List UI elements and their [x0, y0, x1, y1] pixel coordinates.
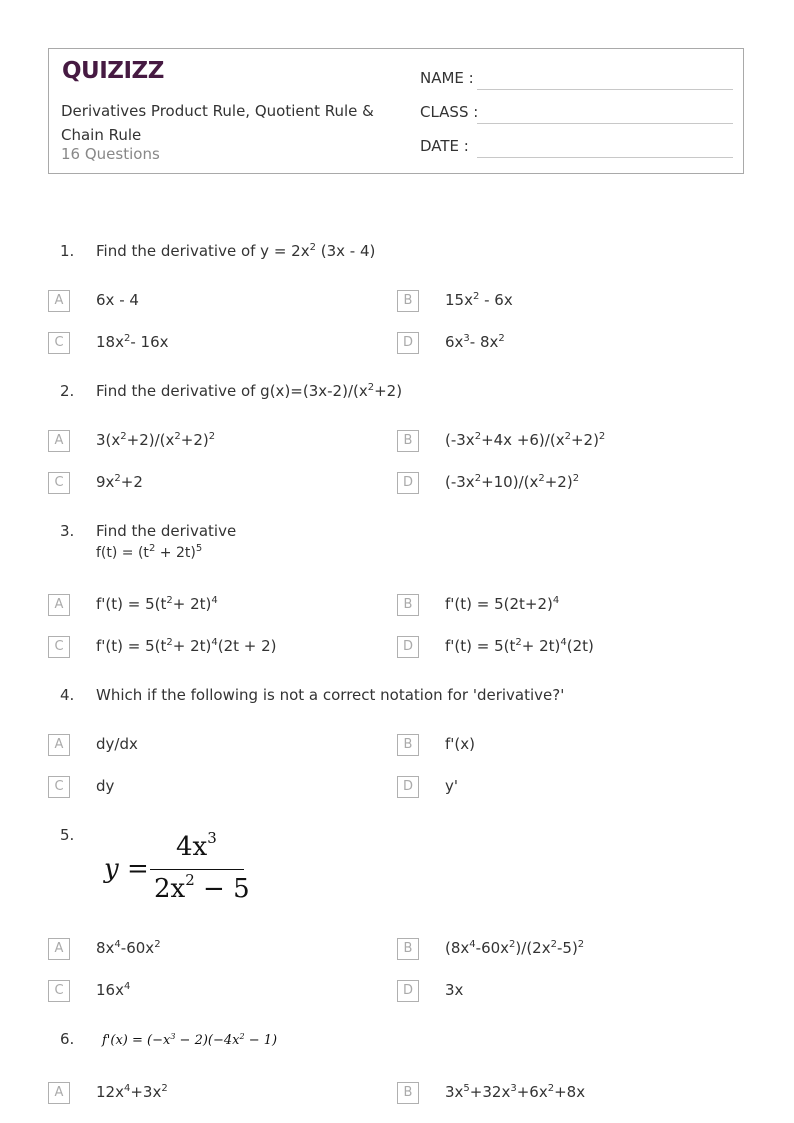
worksheet-header [48, 48, 744, 174]
option-a-box[interactable]: A [48, 594, 70, 616]
option-b-box[interactable]: B [397, 594, 419, 616]
option-a-text: $12x^4+3x^2$ [96, 1083, 168, 1101]
option-d-text: $f'(t) = 5(t^2+ 2t)^4(2t)$ [445, 637, 594, 655]
class-label: CLASS : [420, 103, 479, 121]
option-a-text: $3(x^2+2)/(x^2+2)^2$ [96, 431, 216, 449]
option-b-text: $15x^2 - 6x$ [445, 291, 513, 309]
option-b-text: $(8x^4-60x^2)/(2x^2-5)^2$ [445, 939, 585, 957]
fraction-formula-image: y = $4x^3$ $2x^2 - 5$ [104, 829, 250, 904]
option-c-text: $18x^2-$ 16x [96, 333, 169, 351]
option-a-box[interactable]: A [48, 430, 70, 452]
option-c-text: $9x^2+2$ [96, 473, 143, 491]
option-a-box[interactable]: A [48, 938, 70, 960]
option-d-box[interactable]: D [397, 980, 419, 1002]
option-a-box[interactable]: A [48, 1082, 70, 1104]
option-c-text: $f'(t) = 5(t^2+ 2t)^4(2t + 2)$ [96, 637, 277, 655]
question-text: Find the derivative of $y = 2x^2$ (3x - 4) [96, 242, 376, 260]
question-number: 2. [60, 382, 75, 400]
question-text: Find the derivative of $g(x)=(3x-2)/(x^2+2)$ [96, 382, 403, 400]
option-a-text: $f'(t) = 5(t^2+ 2t)^4$ [96, 595, 218, 613]
option-d-box[interactable]: D [397, 776, 419, 798]
option-b-box[interactable]: B [397, 430, 419, 452]
name-label: NAME : [420, 69, 474, 87]
option-c-box[interactable]: C [48, 980, 70, 1002]
option-c-text: dy [96, 777, 115, 795]
option-d-box[interactable]: D [397, 332, 419, 354]
question-count: 16 Questions [61, 145, 160, 163]
option-d-text: $(-3x^2+10)/(x^2+2)^2$ [445, 473, 580, 491]
option-c-text: $16x^4$ [96, 981, 131, 999]
quizizz-logo: QUIZIZZ [62, 58, 164, 84]
option-a-box[interactable]: A [48, 734, 70, 756]
option-b-text: f'(x) [445, 735, 475, 753]
option-d-box[interactable]: D [397, 636, 419, 658]
option-c-box[interactable]: C [48, 332, 70, 354]
option-d-box[interactable]: D [397, 472, 419, 494]
option-b-text: $(-3x^2+4x +6)/(x^2+2)^2$ [445, 431, 606, 449]
question-number: 5. [60, 826, 75, 844]
question-number: 4. [60, 686, 75, 704]
date-field[interactable] [477, 157, 733, 158]
option-a-text: dy/dx [96, 735, 138, 753]
option-c-box[interactable]: C [48, 776, 70, 798]
option-b-box[interactable]: B [397, 734, 419, 756]
question-text: Which if the following is not a correct notation for 'derivative?' [96, 686, 565, 704]
date-label: DATE : [420, 137, 469, 155]
option-d-text: 3x [445, 981, 464, 999]
option-b-box[interactable]: B [397, 1082, 419, 1104]
question-number: 6. [60, 1030, 75, 1048]
option-b-box[interactable]: B [397, 290, 419, 312]
option-a-text: $8x^4-60x^2$ [96, 939, 161, 957]
option-b-text: $3x^5+32x^3+6x^2+8x$ [445, 1083, 586, 1101]
option-c-box[interactable]: C [48, 636, 70, 658]
question-text: Find the derivative $f(t) = (t^2 + 2t)^5$ [96, 522, 237, 561]
name-field[interactable] [477, 89, 733, 90]
option-a-box[interactable]: A [48, 290, 70, 312]
class-field[interactable] [477, 123, 733, 124]
option-a-text: 6x - 4 [96, 291, 139, 309]
option-c-box[interactable]: C [48, 472, 70, 494]
question-number: 1. [60, 242, 75, 260]
worksheet-title: Derivatives Product Rule, Quotient Rule & Chain Rule [61, 102, 374, 144]
derivative-formula-image: $f'(x) = (-x^3 - 2)(-4x^2 - 1)$ [102, 1032, 278, 1048]
option-d-text: y' [445, 777, 459, 795]
question-number: 3. [60, 522, 75, 540]
option-d-text: $6x^3-$ $8x^2$ [445, 333, 505, 351]
option-b-box[interactable]: B [397, 938, 419, 960]
option-b-text: $f'(t) = 5(2t+2)^4$ [445, 595, 560, 613]
